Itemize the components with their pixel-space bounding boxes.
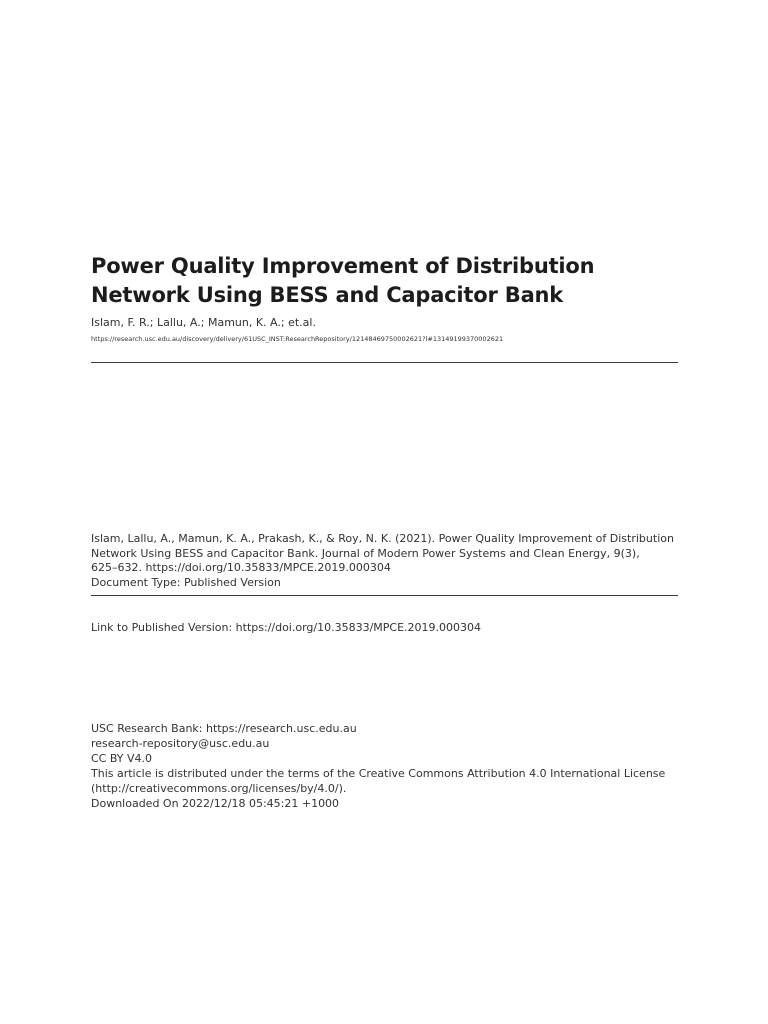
divider	[91, 595, 678, 596]
title-line: Power Quality Improvement of Distribution	[91, 254, 595, 278]
license-url[interactable]: (http://creativecommons.org/licenses/by/4.0/).	[91, 782, 347, 795]
download-timestamp: Downloaded On 2022/12/18 05:45:21 +1000	[91, 797, 340, 810]
repository-url[interactable]: https://research.usc.edu.au/discovery/delivery/61USC_INST:ResearchRepository/12148469750002621?l#13149199370002621	[91, 335, 504, 343]
citation-block	[91, 532, 691, 590]
license-text: This article is distributed under the terms of the Creative Commons Attribution 4.0 International License	[91, 767, 666, 780]
footer-block	[91, 721, 691, 811]
divider	[91, 362, 678, 363]
citation-line: Islam, Lallu, A., Mamun, K. A., Prakash, K., & Roy, N. K. (2021). Power Quality Improvement of Distribution	[91, 532, 674, 545]
citation-line-doi[interactable]: 625–632. https://doi.org/10.35833/MPCE.2019.000304	[91, 561, 391, 574]
citation-line: Network Using BESS and Capacitor Bank. Journal of Modern Power Systems and Clean Energy, 9(3),	[91, 546, 640, 560]
document-type: Document Type: Published Version	[91, 575, 281, 589]
published-version-link[interactable]: Link to Published Version: https://doi.org/10.35833/MPCE.2019.000304	[91, 621, 482, 634]
title-line: Network Using BESS and Capacitor Bank	[91, 283, 564, 307]
author-list: Islam, F. R.; Lallu, A.; Mamun, K. A.; et.al.	[91, 316, 316, 329]
contact-email[interactable]: research-repository@usc.edu.au	[91, 737, 270, 750]
license-label: CC BY V4.0	[91, 752, 153, 765]
document-title	[91, 252, 691, 310]
research-bank-link[interactable]: USC Research Bank: https://research.usc.edu.au	[91, 722, 357, 735]
